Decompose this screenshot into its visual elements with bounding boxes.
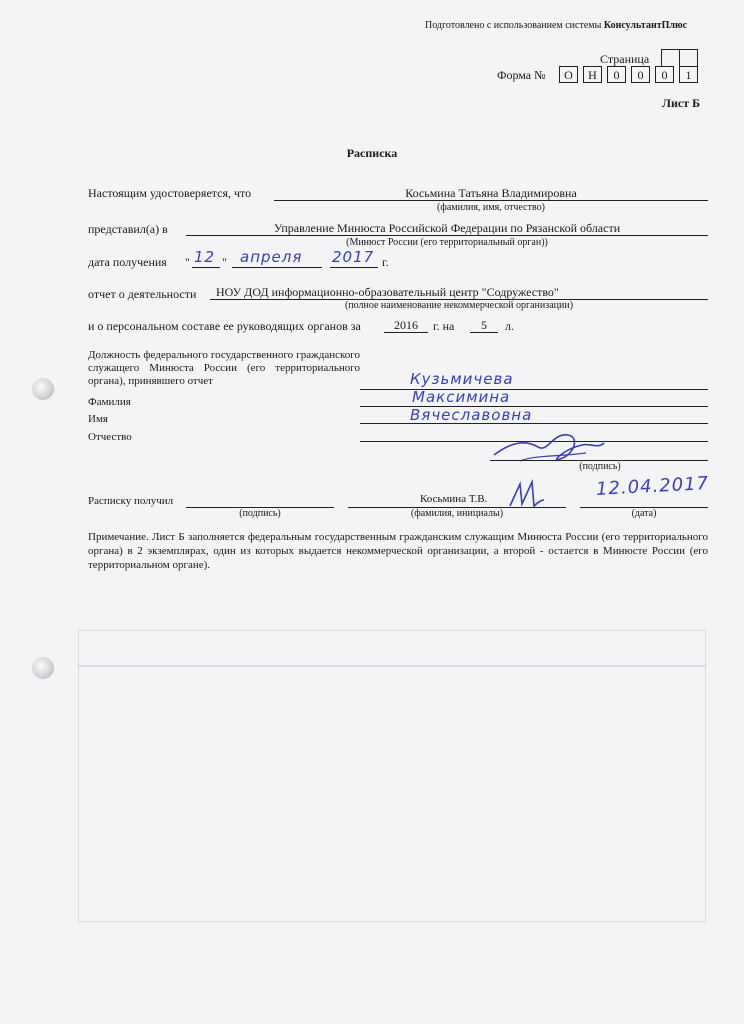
prepared-prefix: Подготовлено с использованием системы <box>425 20 602 31</box>
personnel-suffix: л. <box>505 319 514 333</box>
patronymic-label: Отчество <box>88 431 132 443</box>
note-text: Примечание. Лист Б заполняется федеральным государственным гражданским служащим Минюста России (его территориального органа) в 2 экземплярах, один из которых выдается некоммерческой организации, а второй - остается в Минюсте России (его территориальном органе). <box>88 531 708 571</box>
bleed-through-line <box>78 665 706 667</box>
sheet-label: Лист Б <box>662 96 701 110</box>
certify-value[interactable]: Косьмина Татьяна Владимировна <box>405 186 577 200</box>
receipt-label: Расписку получил <box>88 495 174 507</box>
surname-label: Фамилия <box>88 396 131 408</box>
surname-value[interactable]: Максимина <box>412 388 511 406</box>
form-code-cell: 0 <box>631 66 650 83</box>
page-cell-2 <box>679 49 698 66</box>
official-signature-caption: (подпись) <box>579 461 621 472</box>
form-number-label: Форма № <box>497 68 546 82</box>
submitted-caption: (Минюст России (его территориальный орган)) <box>346 237 548 248</box>
report-caption: (полное наименование некоммерческой организации) <box>344 300 574 311</box>
date-month[interactable]: апреля <box>240 248 303 266</box>
report-value[interactable]: НОУ ДОД информационно-образовательный центр "Содружество" <box>216 285 559 299</box>
bleed-through-frame <box>78 630 706 922</box>
certify-label: Настоящим удостоверяется, что <box>88 186 252 200</box>
prepared-brand: КонсультантПлюс <box>603 20 688 31</box>
personnel-mid: г. на <box>433 319 455 333</box>
binder-hole-top <box>32 378 54 400</box>
receipt-date-value[interactable]: 12.04.2017 <box>595 473 710 500</box>
receipt-sign-caption: (подпись) <box>239 508 281 519</box>
date-year[interactable]: 2017 <box>332 248 375 266</box>
form-code-cell: О <box>559 66 578 83</box>
date-day[interactable]: 12 <box>194 248 216 266</box>
official-position-label: Должность федерального государственного гражданского служащего Минюста России (его территориального органа), принявшего отчет <box>88 349 360 387</box>
receipt-date-caption: (дата) <box>631 508 657 519</box>
date-year-underline <box>330 267 378 268</box>
personnel-year[interactable]: 2016 <box>394 318 418 332</box>
form-code-cell: Н <box>583 66 602 83</box>
date-suffix: г. <box>382 255 389 269</box>
name-value[interactable]: Вячеславовна <box>410 406 533 424</box>
document-title: Расписка <box>346 146 398 160</box>
submitted-label: представил(а) в <box>88 222 168 236</box>
personnel-count[interactable]: 5 <box>481 318 487 332</box>
date-label: дата получения <box>88 255 167 269</box>
official-position-value[interactable]: Кузьмичева <box>410 370 514 388</box>
date-month-underline <box>232 267 322 268</box>
form-code-cell: 0 <box>655 66 674 83</box>
date-quote-open: " <box>185 255 190 269</box>
receipt-signature <box>506 478 546 512</box>
form-code-cell: 1 <box>679 66 698 83</box>
prepared-note <box>425 20 687 31</box>
certify-caption: (фамилия, имя, отчество) <box>437 202 545 213</box>
page-cell-1 <box>661 49 680 66</box>
submitted-value[interactable]: Управление Минюста Российской Федерации по Рязанской области <box>273 221 621 235</box>
report-label: отчет о деятельности <box>88 287 197 301</box>
name-label: Имя <box>88 413 108 425</box>
receipt-name-value[interactable]: Косьмина Т.В. <box>420 493 488 505</box>
date-quote-close: " <box>222 255 227 269</box>
page-label: Страница <box>600 52 650 66</box>
date-day-underline <box>192 267 220 268</box>
binder-hole-bottom <box>32 657 54 679</box>
personnel-label: и о персональном составе ее руководящих органов за <box>88 319 361 333</box>
receipt-name-caption: (фамилия, инициалы) <box>410 508 504 519</box>
form-code-cell: 0 <box>607 66 626 83</box>
